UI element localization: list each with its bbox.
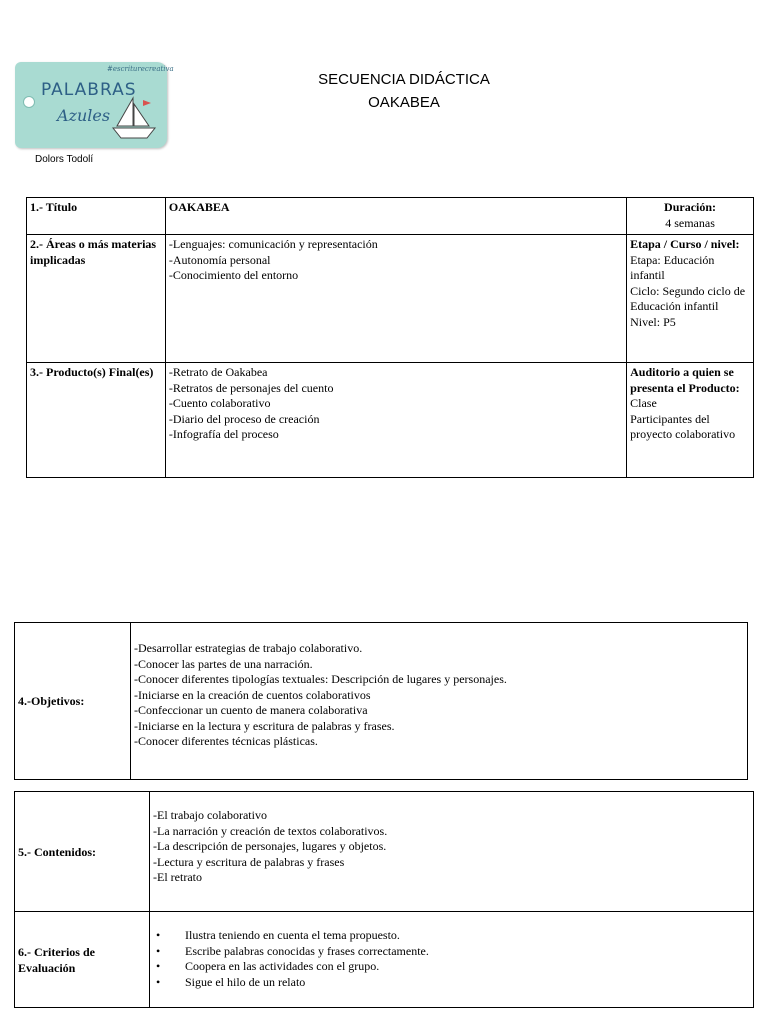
- contenidos-list: [150, 792, 754, 912]
- objetivos-table: [14, 622, 748, 780]
- objetivo-item: -Iniciarse en la creación de cuentos colaborativos: [134, 687, 371, 702]
- objetivo-item: -Iniciarse en la lectura y escritura de palabras y frases.: [134, 718, 395, 733]
- producto-item: -Cuento colaborativo: [168, 396, 271, 410]
- label-etapa: Etapa / Curso / nivel:: [630, 237, 740, 251]
- areas-list: [165, 235, 626, 363]
- contenido-item: -La descripción de personajes, lugares y objetos.: [153, 839, 387, 853]
- logo-handwriting: #escriturecreativa: [107, 65, 174, 73]
- contenido-item: -El retrato: [153, 870, 202, 884]
- table-row-productos: [27, 363, 754, 478]
- logo-word-palabras: PALABRAS: [41, 80, 137, 100]
- nivel-item: Nivel: P5: [630, 314, 676, 329]
- etapa-cell: [627, 235, 754, 363]
- value-titulo: OAKABEA: [165, 198, 626, 235]
- producto-item: -Retrato de Oakabea: [168, 365, 268, 379]
- auditorio-item: Participantes del proyecto colaborativo: [630, 411, 736, 441]
- label-auditorio: Auditorio a quien se presenta el Producto:: [630, 365, 740, 395]
- criterio-item: • Coopera en las actividades con el grupo.: [153, 959, 750, 975]
- table-row-titulo: [27, 198, 754, 235]
- duracion-cell: [627, 198, 754, 235]
- areas-item: -Lenguajes: comunicación y representación: [168, 237, 378, 251]
- producto-item: -Infografía del proceso: [168, 427, 279, 441]
- producto-item: -Diario del proceso de creación: [168, 411, 320, 426]
- productos-list: [165, 363, 626, 478]
- paper-boat-icon: [111, 96, 157, 140]
- logo-palabras-azules: [15, 62, 174, 148]
- auditorio-cell: [627, 363, 754, 478]
- areas-item: -Autonomía personal: [168, 252, 271, 267]
- label-titulo: 1.- Título: [27, 198, 166, 235]
- info-table: [26, 197, 754, 478]
- document-title: [254, 68, 554, 114]
- table-row-objetivos: [15, 623, 748, 780]
- table-row-areas: [27, 235, 754, 363]
- title-line-1: SECUENCIA DIDÁCTICA: [318, 71, 490, 88]
- contenidos-table: [14, 791, 754, 1008]
- objetivo-item: -Desarrollar estrategias de trabajo colaborativo.: [134, 641, 363, 655]
- label-contenidos: 5.- Contenidos:: [15, 792, 150, 912]
- label-areas: 2.- Áreas o más materias implicadas: [27, 235, 166, 363]
- author-name: Dolors Todolí: [35, 154, 94, 165]
- criterio-item: • Sigue el hilo de un relato: [153, 975, 750, 991]
- value-duracion: 4 semanas: [665, 215, 715, 230]
- criterios-list: [153, 928, 750, 990]
- ciclo-item: Ciclo: Segundo ciclo de Educación infantil: [630, 283, 746, 313]
- table-row-contenidos: [15, 792, 754, 912]
- etapa-item: Etapa: Educación infantil: [630, 252, 715, 282]
- objetivos-list: [131, 623, 748, 780]
- auditorio-item: Clase: [630, 396, 657, 410]
- label-criterios: 6.- Criterios de Evaluación: [15, 912, 150, 1008]
- producto-item: -Retratos de personajes del cuento: [168, 380, 334, 395]
- objetivo-item: -Conocer diferentes tipologías textuales: Descripción de lugares y personajes.: [134, 672, 507, 686]
- contenido-item: -El trabajo colaborativo: [153, 808, 267, 822]
- tag-hole-icon: [23, 96, 35, 108]
- label-duracion: Duración:: [664, 200, 717, 214]
- objetivo-item: -Conocer las partes de una narración.: [134, 656, 313, 671]
- criterio-item: • Escribe palabras conocidas y frases correctamente.: [153, 944, 750, 960]
- objetivo-item: -Conocer diferentes técnicas plásticas.: [134, 734, 318, 748]
- criterio-item: • Ilustra teniendo en cuenta el tema propuesto.: [153, 928, 750, 944]
- objetivo-item: -Confeccionar un cuento de manera colaborativa: [134, 703, 368, 717]
- logo-word-azules: Azules: [57, 106, 111, 125]
- label-objetivos: 4.-Objetivos:: [15, 623, 131, 780]
- title-line-2: OAKABEA: [368, 94, 440, 111]
- contenido-item: -Lectura y escritura de palabras y frases: [153, 854, 345, 869]
- table-row-criterios: [15, 912, 754, 1008]
- criterios-cell: [150, 912, 754, 1008]
- label-productos: 3.- Producto(s) Final(es): [27, 363, 166, 478]
- contenido-item: -La narración y creación de textos colaborativos.: [153, 823, 388, 838]
- areas-item: -Conocimiento del entorno: [168, 268, 299, 282]
